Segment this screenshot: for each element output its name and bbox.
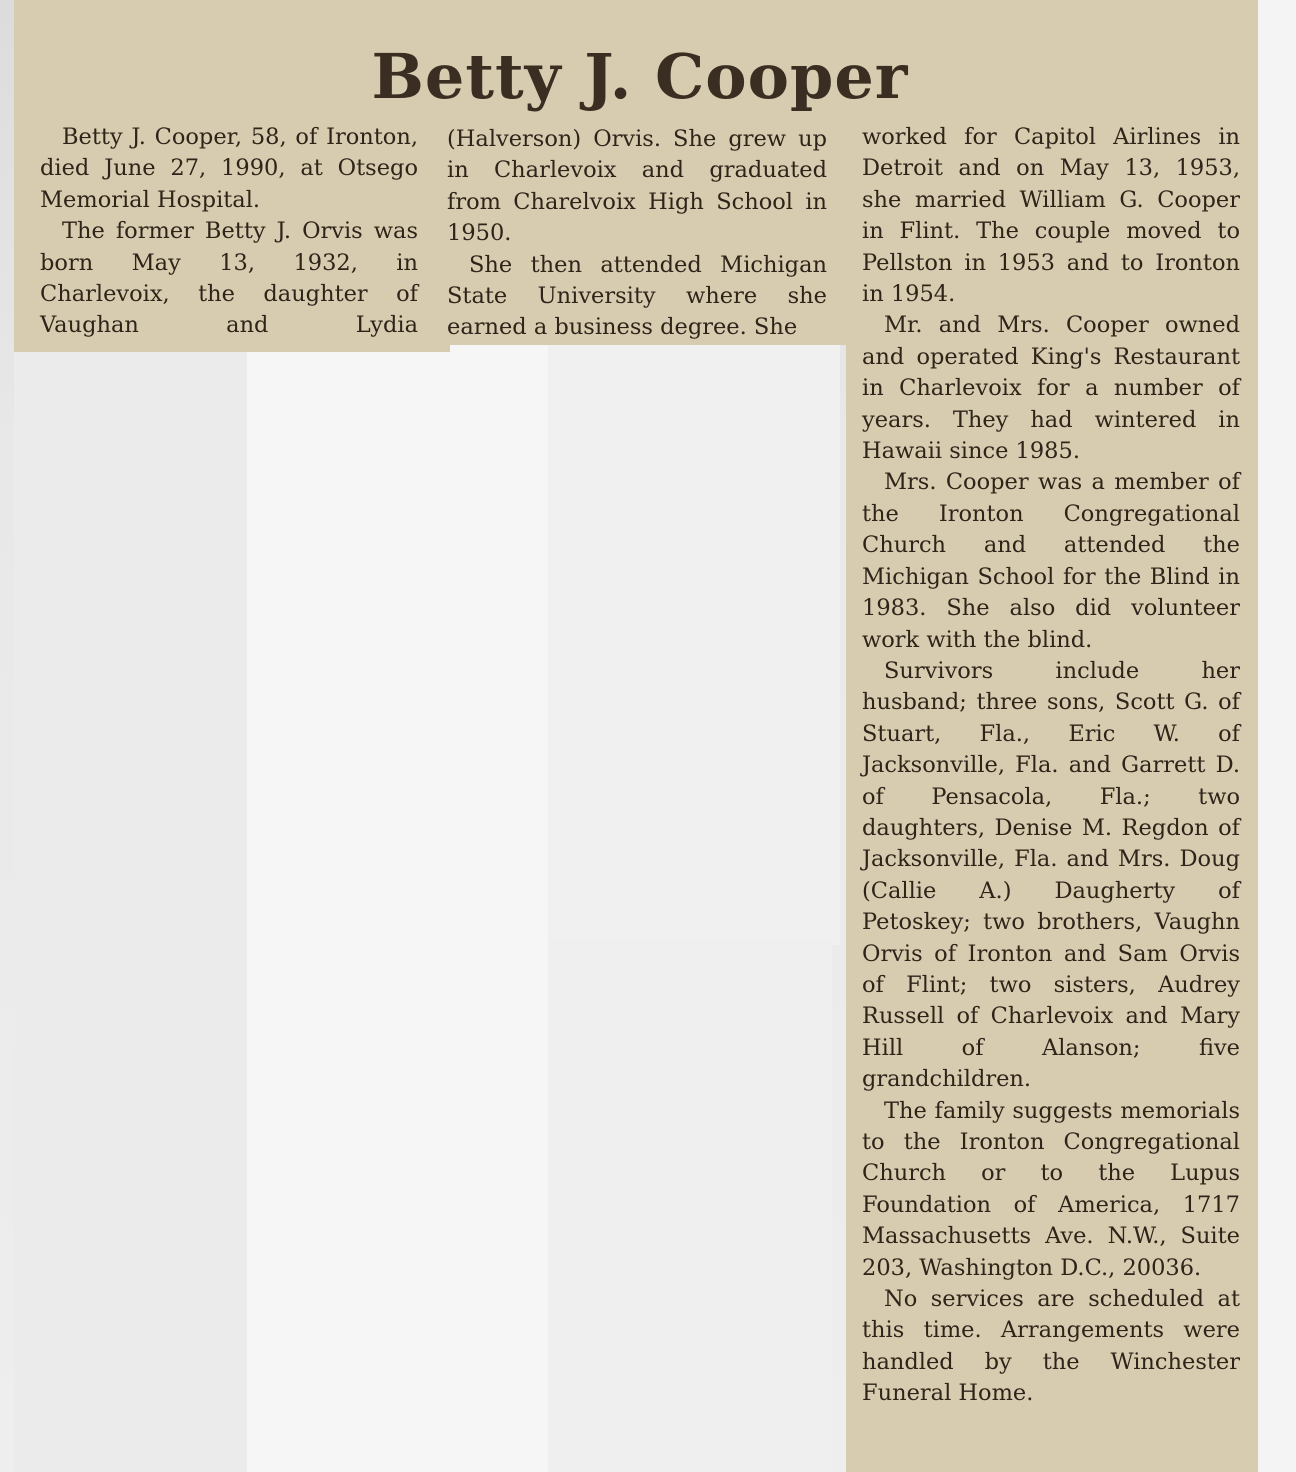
bleed-through-area — [14, 350, 248, 1472]
paragraph: The family suggests memorials to the Ironton Congregational Church or to the Lupus Foundation of America, 1717 Massachusetts Ave. N.W., Suite 203, Washington D.C., 20036. — [862, 1097, 1240, 1281]
paragraph: Mr. and Mrs. Cooper owned and operated King's Restaurant in Charlevoix for a number of years. They had wintered in Hawaii since 1985. — [862, 312, 1240, 465]
paragraph: No services are scheduled at this time. Arrangements were handled by the Winchester Funeral Home. — [862, 1286, 1240, 1407]
bleed-through-area — [548, 345, 840, 945]
paragraph: worked for Capitol Airlines in Detroit and on May 13, 1953, she married William G. Cooper in Flint. The couple moved to Pellston in 1953 and to Ironton in 1954. — [862, 124, 1240, 308]
paragraph: Mrs. Cooper was a member of the Ironton Congregational Church and attended the Michigan School for the Blind in 1983. She also did volunteer work with the blind. — [862, 469, 1240, 653]
text-column-3 — [862, 122, 1240, 1410]
blank-paper-area — [247, 345, 552, 1472]
paragraph: Betty J. Cooper, 58, of Ironton, died June 27, 1990, at Otsego Memorial Hospital. — [40, 124, 418, 213]
paragraph: Survivors include her husband; three sons, Scott G. of Stuart, Fla., Eric W. of Jacksonville, Fla. and Garrett D. of Pensacola, Fla.; two daughters, Denise M. Regdon of Jacksonville, Fla. and Mrs. Doug (Callie A.) Daugherty of Petoskey; two brothers, Vaughn Orvis of Ironton and Sam Orvis of Flint; two sisters, Audrey Russell of Charlevoix and Mary Hill of Alanson; five grandchildren. — [862, 657, 1240, 1093]
paragraph: The former Betty J. Orvis was born May 13, 1932, in Charlevoix, the daughter of Vaughan and Lydia — [40, 218, 418, 339]
text-column-2 — [447, 124, 827, 344]
scan-margin — [1258, 0, 1296, 1472]
paragraph: She then attended Michigan State University where she earned a business degree. She — [447, 251, 827, 341]
bleed-through-area — [548, 940, 832, 1472]
paragraph: (Halverson) Orvis. She grew up in Charlevoix and graduated from Charelvoix High School in 1950. — [447, 126, 827, 247]
text-column-1 — [40, 122, 418, 342]
obituary-title: Betty J. Cooper — [371, 40, 909, 113]
